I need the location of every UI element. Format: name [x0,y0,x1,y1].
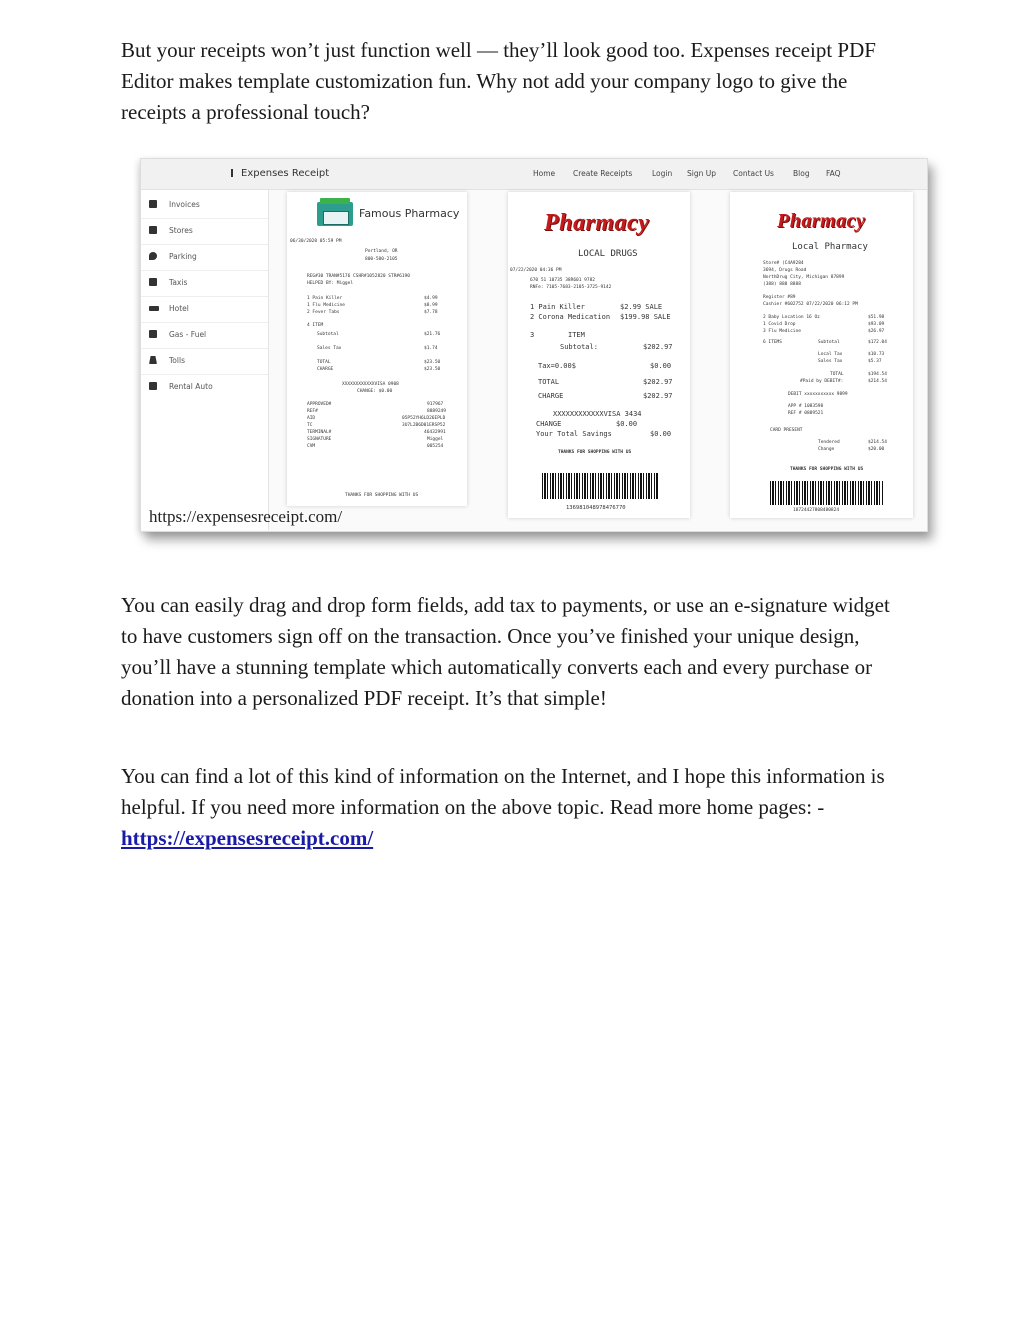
subtotal-value: $21.76 [424,332,441,337]
nav-login[interactable]: Login [652,169,673,178]
receipt-title: Famous Pharmacy [359,207,460,220]
tax-label: Local Tax [818,352,843,357]
change-label: CHANGE [536,420,562,428]
homepage-link[interactable]: https://expensesreceipt.com/ [121,826,374,850]
nav-faq[interactable]: FAQ [826,169,841,178]
sidebar-item-stores[interactable] [141,218,268,245]
approval-value: Miggel [427,437,444,442]
line-item-price: $199.98 SALE [620,313,671,321]
pharmacy-logo: Pharmacy [777,210,866,232]
line-item-name: 1 Pain Killer [530,303,585,311]
change-value: $0.00 [616,420,638,428]
receipt-city: Portland, OR [365,249,398,254]
pharmacy-logo: Pharmacy [544,210,650,236]
intro-paragraph: But your receipts won’t just function well — they’ll look good too. Expenses receipt PDF Editor makes template customization fun. Why not add your company logo to give the receipts a professional touch? [121,38,876,124]
total-value: $23.50 [424,360,441,365]
store-line: Store# (C4A9284 [763,261,804,266]
line-item-name: 1 Covid Drop [763,322,796,327]
barcode [770,481,884,505]
sidebar-item-label: Gas - Fuel [169,330,207,339]
line-item-name: 1 Flu Medicine [307,303,345,308]
approval-label: CVM [307,444,316,449]
total-value: $194.54 [868,372,887,377]
expenses-receipt-screenshot [140,158,928,532]
charge-value: $202.97 [643,392,673,400]
line-item-price: $26.97 [868,329,885,334]
line-item-name: 1 Pain Killer [307,296,343,301]
car-icon [149,278,157,286]
approval-label: REF# [307,409,318,414]
approval-label: TERMINAL# [307,430,332,435]
paid-label: #Paid by DEBIT#: [800,379,844,384]
charge-label: CHARGE [538,392,564,400]
total-label: TOTAL [830,372,844,377]
tax-value: $0.00 [650,362,672,370]
barcode [542,473,658,499]
nav-home[interactable]: Home [533,169,556,178]
sidebar-item-label: Taxis [169,278,188,287]
approval-label: APPROVED# [307,402,332,407]
item-count: 6 ITEMS [763,340,782,345]
sidebar-item-label: Parking [169,252,197,261]
paid-value: $214.54 [868,379,887,384]
road-icon [149,356,157,364]
sidebar-item-gas-fuel[interactable] [141,322,268,349]
subtotal-label: Subtotal [317,332,339,337]
car-icon [149,382,157,390]
subtotal-label: Subtotal [818,340,840,345]
storefront-icon [317,202,353,226]
app-line: APP # 1083598 [788,404,824,409]
sidebar-item-taxis[interactable] [141,270,268,297]
nav-blog[interactable]: Blog [793,169,810,178]
barcode-number: 136981048978476770 [566,505,626,511]
line-item-price: $93.09 [868,322,885,327]
nav-create-receipts[interactable]: Create Receipts [573,169,633,178]
brand-name: Expenses Receipt [241,168,330,179]
total-label: TOTAL [538,378,560,386]
barcode-number: 18724427808480824 [793,508,840,513]
receipt-famous-pharmacy[interactable] [287,192,467,506]
site-header [141,159,927,190]
receipt-ref: 670 51 10735 38R601 9782 [530,278,596,283]
item-count: 3 [530,331,535,339]
line-item-price: $4.99 [424,296,438,301]
tax-value: $1.74 [424,346,438,351]
item-count-label: ITEM [568,331,585,339]
change-label: Change [818,447,835,452]
register-line: Register #89 [763,295,796,300]
change-line: CHANGE: $0.00 [357,389,393,394]
receipt-local-drugs[interactable] [508,192,690,518]
bed-icon [149,306,159,311]
receipt-title: LOCAL DRUGS [578,249,638,259]
line-item-price: $7.78 [424,310,438,315]
receipt-helped-by: HELPED BY: Miggel [307,281,354,286]
gas-pump-icon [149,330,157,338]
approval-value: 05P52YH6LD26EPLD [402,416,446,421]
line-item-price: $2.99 SALE [620,303,663,311]
charge-label: CHARGE [317,367,334,372]
line-item-name: 3 Flu Medicine [763,329,801,334]
subtotal-value: $202.97 [643,343,673,351]
approval-label: SIGNATURE [307,437,332,442]
tax-value: $10.73 [868,352,885,357]
closing-paragraph [121,761,911,854]
item-count: 4 ITEM [307,323,324,328]
sidebar-item-label: Hotel [169,304,189,313]
receipt-ref: RNFe: 7105-7683-2105-3725-9142 [530,285,612,290]
tax-label: Tax=0.00$ [538,362,576,370]
receipt-ids: REG#30 TRAN#5176 CSHR#1052820 STR#6190 [307,274,410,279]
change-value: $20.00 [868,447,885,452]
sidebar-item-label: Stores [169,226,193,235]
sidebar-item-label: Invoices [169,200,200,209]
card-line: XXXXXXXXXXXXVISA 3434 [553,410,642,418]
receipt-title: Local Pharmacy [792,242,868,252]
line-item-name: 2 Corona Medication [530,313,611,321]
line-item-price: $8.99 [424,303,438,308]
total-label: TOTAL [317,360,331,365]
receipt-date: 07/22/2020 04:36 PM [510,268,562,273]
store-line: (388) 888 8888 [763,282,801,287]
figure-caption-url: https://expensesreceipt.com/ [149,507,343,526]
sidebar-item-rental-auto[interactable] [141,374,268,400]
card-line: XXXXXXXXXXXXVISA 0908 [342,382,399,387]
tax-label: Sales Tax [317,346,342,351]
store-line: NorthDrug City, Michigan 87899 [763,275,845,280]
approval-value: 3U7L2B6D01ERSP52 [402,423,446,428]
sidebar-item-invoices[interactable] [141,192,268,219]
approval-value: 46432991 [424,430,446,435]
brand-mark-icon [231,169,239,177]
sidebar [141,190,269,530]
ref-line: REF # 0889521 [788,411,824,416]
closing-text: You can find a lot of this kind of information on the Internet, and I hope this information is helpful. If you need more information on the above topic. Read more home pages: - [121,764,885,819]
cashier-line: Cashier #602752 07/22/2020 06:12 PM [763,302,858,307]
store-line: 3694, Drugs Road [763,268,807,273]
approval-value: 917967 [427,402,444,407]
invoice-icon [149,200,157,208]
sidebar-item-tolls[interactable] [141,348,268,375]
nav-sign-up[interactable]: Sign Up [687,169,716,178]
tendered-label: Tendered [818,440,840,445]
approval-label: AID [307,416,316,421]
sales-tax-value: $5.37 [868,359,882,364]
subtotal-label: Subtotal: [560,343,598,351]
drag-drop-paragraph: You can easily drag and drop form fields, add tax to payments, or use an e-signature widget to have customers sign off on the transaction. Once you’ve finished your unique design, you’ll have a stunning template which automatically converts each and every purchase or donation into a personalized PDF receipt. It’s that simple! [121,593,890,710]
total-value: $202.97 [643,378,673,386]
line-item-name: 2 Fever Tabs [307,310,340,315]
sidebar-item-parking[interactable] [141,244,268,271]
savings-value: $0.00 [650,430,672,438]
approval-value: 005254 [427,444,444,449]
approval-label: TC [307,423,313,428]
approval-value: 8889249 [427,409,446,414]
receipt-local-pharmacy[interactable] [730,192,913,518]
debit-line: DEBIT xxxxxxxxxxx 9899 [788,392,848,397]
thanks-line: THANKS FOR SHOPPING WITH US [790,467,864,472]
card-present-line: CARD PRESENT [770,428,803,433]
thanks-line: THANKS FOR SHOPPING WITH US [345,493,419,498]
savings-label: Your Total Savings [536,430,612,438]
sidebar-item-hotel[interactable] [141,296,268,323]
sidebar-item-label: Tolls [169,356,185,365]
map-pin-icon [149,252,157,260]
brand-logo[interactable] [231,168,329,179]
receipt-phone: 800-580-2105 [365,257,398,262]
subtotal-value: $172.04 [868,340,887,345]
sales-tax-label: Sales Tax [818,359,843,364]
charge-value: $23.50 [424,367,441,372]
line-item-name: 2 Baby Location 16 Oz [763,315,820,320]
receipt-date: 06/30/2020 05:59 PM [290,239,342,244]
nav-contact-us[interactable]: Contact Us [733,169,774,178]
line-item-price: $51.98 [868,315,885,320]
sidebar-item-label: Rental Auto [169,382,213,391]
store-icon [149,226,157,234]
tendered-value: $214.54 [868,440,887,445]
thanks-line: THANKS FOR SHOPPING WITH US [558,450,632,455]
